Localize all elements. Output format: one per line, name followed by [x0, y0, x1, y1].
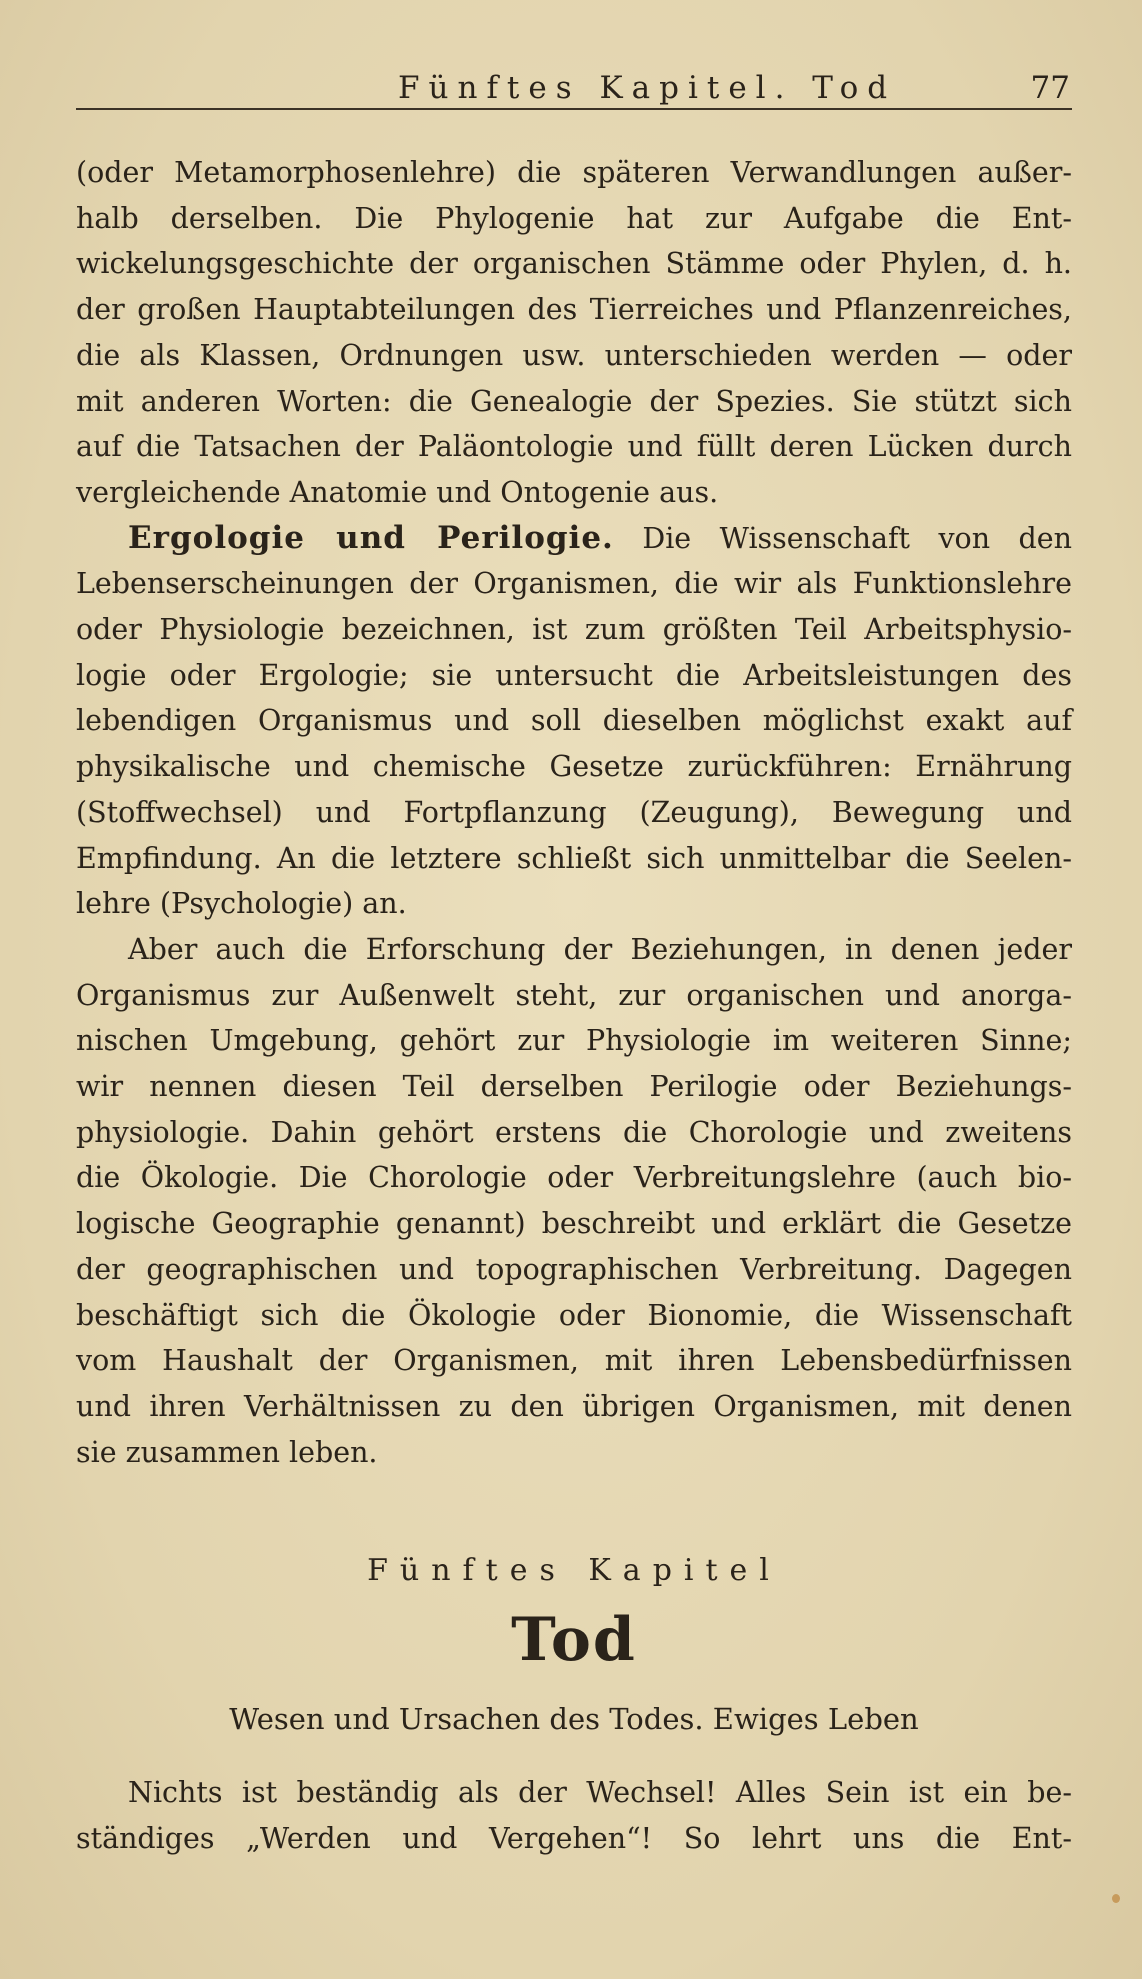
section-heading: Ergologie und Perilogie. — [128, 519, 614, 556]
text-line: physiologie. Dahin gehört erstens die Chorologie und zweitens — [76, 1115, 1072, 1149]
text-line: vom Haushalt der Organismen, mit ihren Lebensbedürfnissen — [76, 1344, 1072, 1378]
paragraph — [76, 150, 1072, 516]
chapter-label: Fünftes Kapitel — [367, 1553, 781, 1588]
text-line — [76, 516, 1072, 562]
text-line: wir nennen diesen Teil derselben Perilogie oder Beziehungs- — [76, 1070, 1072, 1104]
text-line: nischen Umgebung, gehört zur Physiologie im weiteren Sinne; — [76, 1024, 1072, 1058]
running-head: Fünftes Kapitel. Tod — [398, 70, 897, 106]
text-line: Empfindung. An die letztere schließt sich unmittelbar die Seelen- — [76, 841, 1072, 875]
text-line: und ihren Verhältnissen zu den übrigen Organismen, mit denen — [76, 1389, 1072, 1423]
text-line: der großen Hauptabteilungen des Tierreiches und Pflanzenreiches, — [76, 293, 1072, 327]
text-line: ständiges „Werden und Vergehen“! So lehrt uns die Ent- — [76, 1821, 1072, 1855]
paragraph — [76, 927, 1072, 1475]
text-line: die als Klassen, Ordnungen usw. unterschieden werden — oder — [76, 338, 1072, 372]
text-line: sie zusammen leben. — [76, 1435, 378, 1469]
text-line: halb derselben. Die Phylogenie hat zur Aufgabe die Ent- — [76, 201, 1072, 235]
text-line: vergleichende Anatomie und Ontogenie aus. — [76, 475, 719, 509]
text-line: die Ökologie. Die Chorologie oder Verbreitungslehre (auch bio- — [76, 1161, 1072, 1195]
paper-speck — [1112, 1894, 1120, 1903]
paragraph — [76, 516, 1072, 927]
text-line: mit anderen Worten: die Genealogie der Spezies. Sie stützt sich — [76, 384, 1072, 418]
paragraph — [76, 1770, 1072, 1861]
text-line: Lebenserscheinungen der Organismen, die wir als Funktionslehre — [76, 567, 1072, 601]
text-line: oder Physiologie bezeichnen, ist zum größten Teil Arbeitsphysio- — [76, 613, 1072, 647]
text-line: Organismus zur Außenwelt steht, zur organischen und anorga- — [76, 978, 1072, 1012]
text-fragment: Die Wissenschaft von den — [642, 521, 1073, 555]
body-text — [76, 150, 1072, 1475]
page-header — [76, 66, 1072, 110]
text-line: lehre (Psychologie) an. — [76, 887, 407, 921]
text-line: logie oder Ergologie; sie untersucht die Arbeitsleistungen des — [76, 658, 1072, 692]
text-line: der geographischen und topographischen Verbreitung. Dagegen — [76, 1252, 1072, 1286]
text-line: lebendigen Organismus und soll dieselben möglichst exakt auf — [76, 704, 1072, 738]
chapter-subtitle: Wesen und Ursachen des Todes. Ewiges Leben — [229, 1702, 919, 1736]
text-line: Aber auch die Erforschung der Beziehungen, in denen jeder — [128, 932, 1072, 966]
text-line: wickelungsgeschichte der organischen Stämme oder Phylen, d. h. — [76, 247, 1072, 281]
text-line: physikalische und chemische Gesetze zurückführen: Ernährung — [76, 750, 1072, 784]
chapter-title: Tod — [511, 1605, 637, 1675]
text-line: (Stoffwechsel) und Fortpflanzung (Zeugung), Bewegung und — [76, 795, 1072, 829]
text-line: auf die Tatsachen der Paläontologie und füllt deren Lücken durch — [76, 430, 1072, 464]
text-line: logische Geographie genannt) beschreibt und erklärt die Gesetze — [76, 1207, 1072, 1241]
text-line: (oder Metamorphosenlehre) die späteren Verwandlungen außer- — [76, 156, 1072, 189]
chapter-opening — [76, 1770, 1072, 1861]
text-line: beschäftigt sich die Ökologie oder Bionomie, die Wissenschaft — [76, 1298, 1072, 1332]
page-number: 77 — [1030, 70, 1070, 106]
text-line: Nichts ist beständig als der Wechsel! Alles Sein ist ein be- — [128, 1776, 1072, 1809]
